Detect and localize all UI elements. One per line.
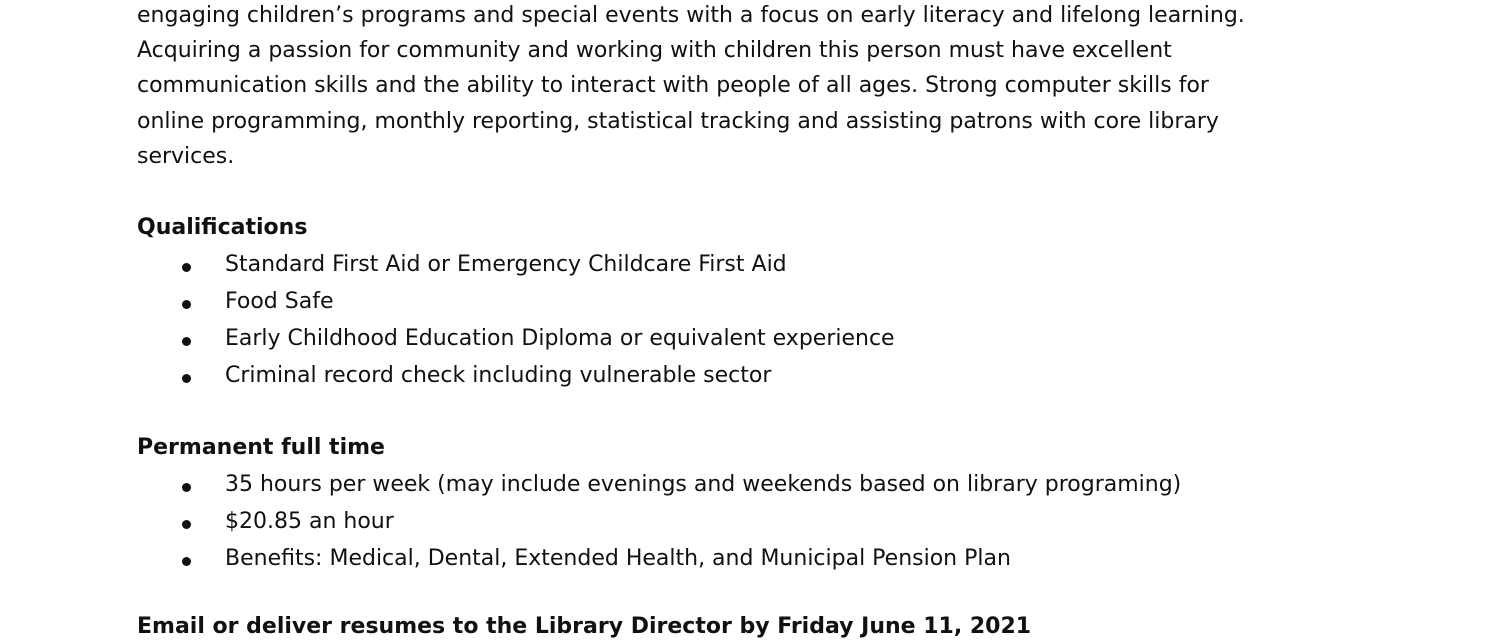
closing-instructions: Email or deliver resumes to the Library Director by Friday June 11, 2021 bbox=[137, 614, 1032, 639]
qualifications-heading: Qualifications bbox=[137, 215, 308, 240]
qualification-item: Early Childhood Education Diploma or equivalent experience bbox=[225, 326, 895, 351]
bullet-icon bbox=[182, 374, 191, 383]
employment-heading: Permanent full time bbox=[137, 435, 385, 460]
description-line: services. bbox=[137, 144, 235, 169]
employment-item: $20.85 an hour bbox=[225, 509, 394, 534]
qualification-item: Food Safe bbox=[225, 289, 334, 314]
bullet-icon bbox=[182, 520, 191, 529]
employment-item: Benefits: Medical, Dental, Extended Health, and Municipal Pension Plan bbox=[225, 546, 1011, 571]
bullet-icon bbox=[182, 337, 191, 346]
bullet-icon bbox=[182, 483, 191, 492]
qualification-item: Standard First Aid or Emergency Childcare First Aid bbox=[225, 252, 787, 277]
description-line: communication skills and the ability to interact with people of all ages. Strong computer skills for bbox=[137, 73, 1209, 98]
qualification-item: Criminal record check including vulnerable sector bbox=[225, 363, 772, 388]
bullet-icon bbox=[182, 300, 191, 309]
description-line: online programming, monthly reporting, statistical tracking and assisting patrons with core library bbox=[137, 109, 1219, 134]
bullet-icon bbox=[182, 557, 191, 566]
bullet-icon bbox=[182, 263, 191, 272]
employment-item: 35 hours per week (may include evenings and weekends based on library programing) bbox=[225, 472, 1182, 497]
description-line: Acquiring a passion for community and working with children this person must have excellent bbox=[137, 38, 1172, 63]
description-line: engaging children’s programs and special events with a focus on early literacy and lifelong learning. bbox=[137, 3, 1245, 28]
